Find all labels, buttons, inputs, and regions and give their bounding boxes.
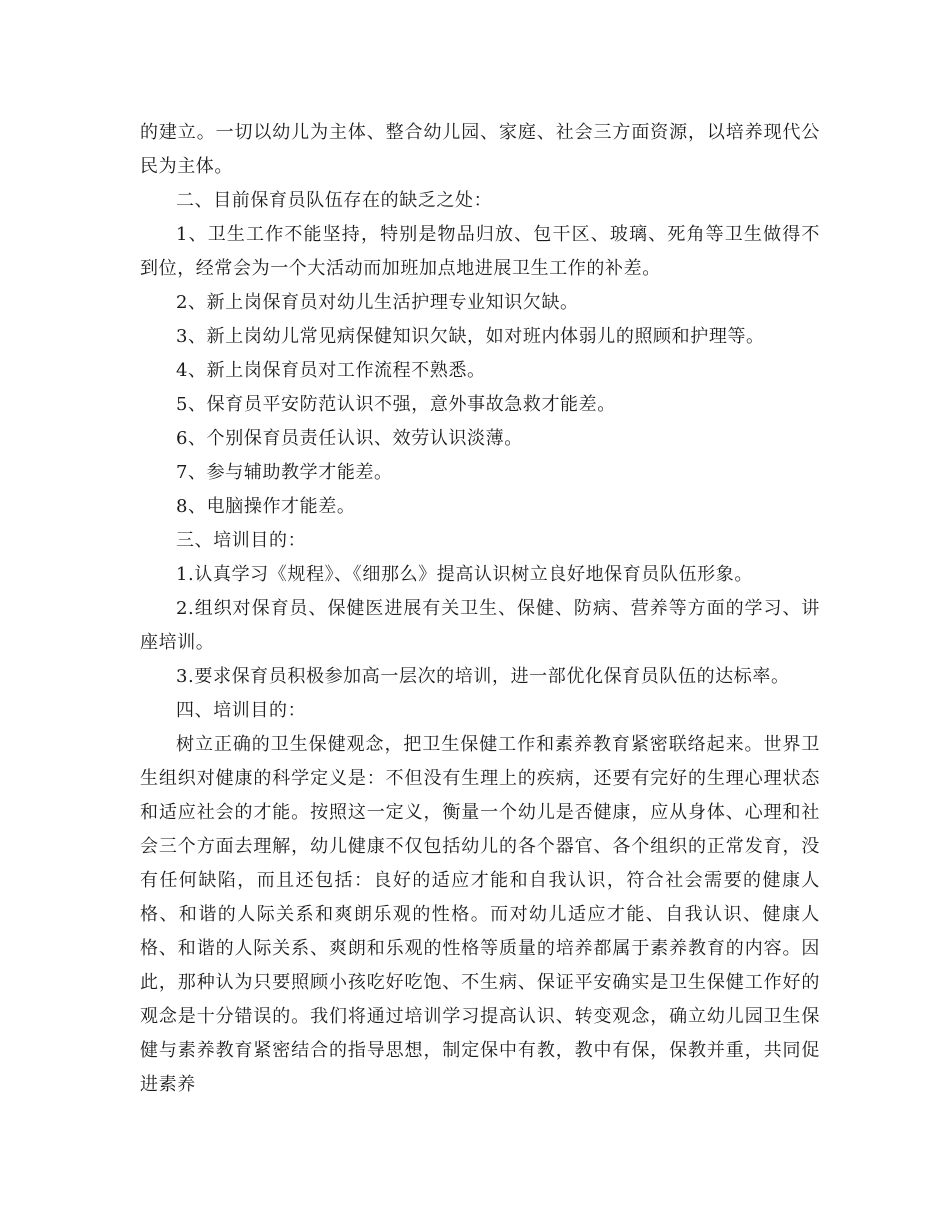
list-item: 6、个别保育员责任认识、效劳认识淡薄。 bbox=[176, 428, 523, 449]
section-heading-3: 三、培训目的： bbox=[176, 530, 307, 551]
section-heading-4: 四、培训目的： bbox=[176, 700, 307, 721]
list-item: 3.要求保育员积极参加高一层次的培训，进一部优化保育员队伍的达标率。 bbox=[176, 666, 790, 687]
list-item: 4、新上岗保育员对工作流程不熟悉。 bbox=[176, 360, 486, 381]
list-item: 2、新上岗保育员对幼儿生活护理专业知识欠缺。 bbox=[176, 292, 579, 313]
list-item: 3、新上岗幼儿常见病保健知识欠缺，如对班内体弱儿的照顾和护理等。 bbox=[176, 326, 765, 347]
document-body bbox=[140, 116, 820, 1102]
list-item: 1.认真学习《规程》、《细那么》提高认识树立良好地保育员队伍形象。 bbox=[176, 564, 753, 585]
list-item: 1、卫生工作不能坚持，特别是物品归放、包干区、玻璃、死角等卫生做得不到位，经常会为一个大活动而加班加点地进展卫生工作的补差。 bbox=[140, 224, 820, 279]
list-item: 7、参与辅助教学才能差。 bbox=[176, 462, 393, 483]
paragraph-intro-continued: 的建立。一切以幼儿为主体、整合幼儿园、家庭、社会三方面资源，以培养现代公民为主体。 bbox=[140, 122, 820, 177]
body-paragraph: 树立正确的卫生保健观念，把卫生保健工作和素养教育紧密联络起来。世界卫生组织对健康的科学定义是：不但没有生理上的疾病，还要有完好的生理心理状态和适应社会的才能。按照这一定义，衡量一个幼儿是否健康，应从身体、心理和社会三个方面去理解，幼儿健康不仅包括幼儿的各个器官、各个组织的正常发育，没有任何缺陷，而且还包括：良好的适应才能和自我认识，符合社会需要的健康人格、和谐的人际关系和爽朗乐观的性格。而对幼儿适应才能、自我认识、健康人格、和谐的人际关系、爽朗和乐观的性格等质量的培养都属于素养教育的内容。因此，那种认为只要照顾小孩吃好吃饱、不生病、保证平安确实是卫生保健工作好的观念是十分错误的。我们将通过培训学习提高认识、转变观念，确立幼儿园卫生保健与素养教育紧密结合的指导思想，制定保中有教，教中有保，保教并重，共同促进素养 bbox=[140, 734, 820, 1095]
list-item: 5、保育员平安防范认识不强，意外事故急救才能差。 bbox=[176, 394, 616, 415]
list-item: 2.组织对保育员、保健医进展有关卫生、保健、防病、营养等方面的学习、讲座培训。 bbox=[140, 598, 820, 653]
list-item: 8、电脑操作才能差。 bbox=[176, 496, 356, 517]
section-heading-2: 二、目前保育员队伍存在的缺乏之处： bbox=[176, 190, 493, 211]
